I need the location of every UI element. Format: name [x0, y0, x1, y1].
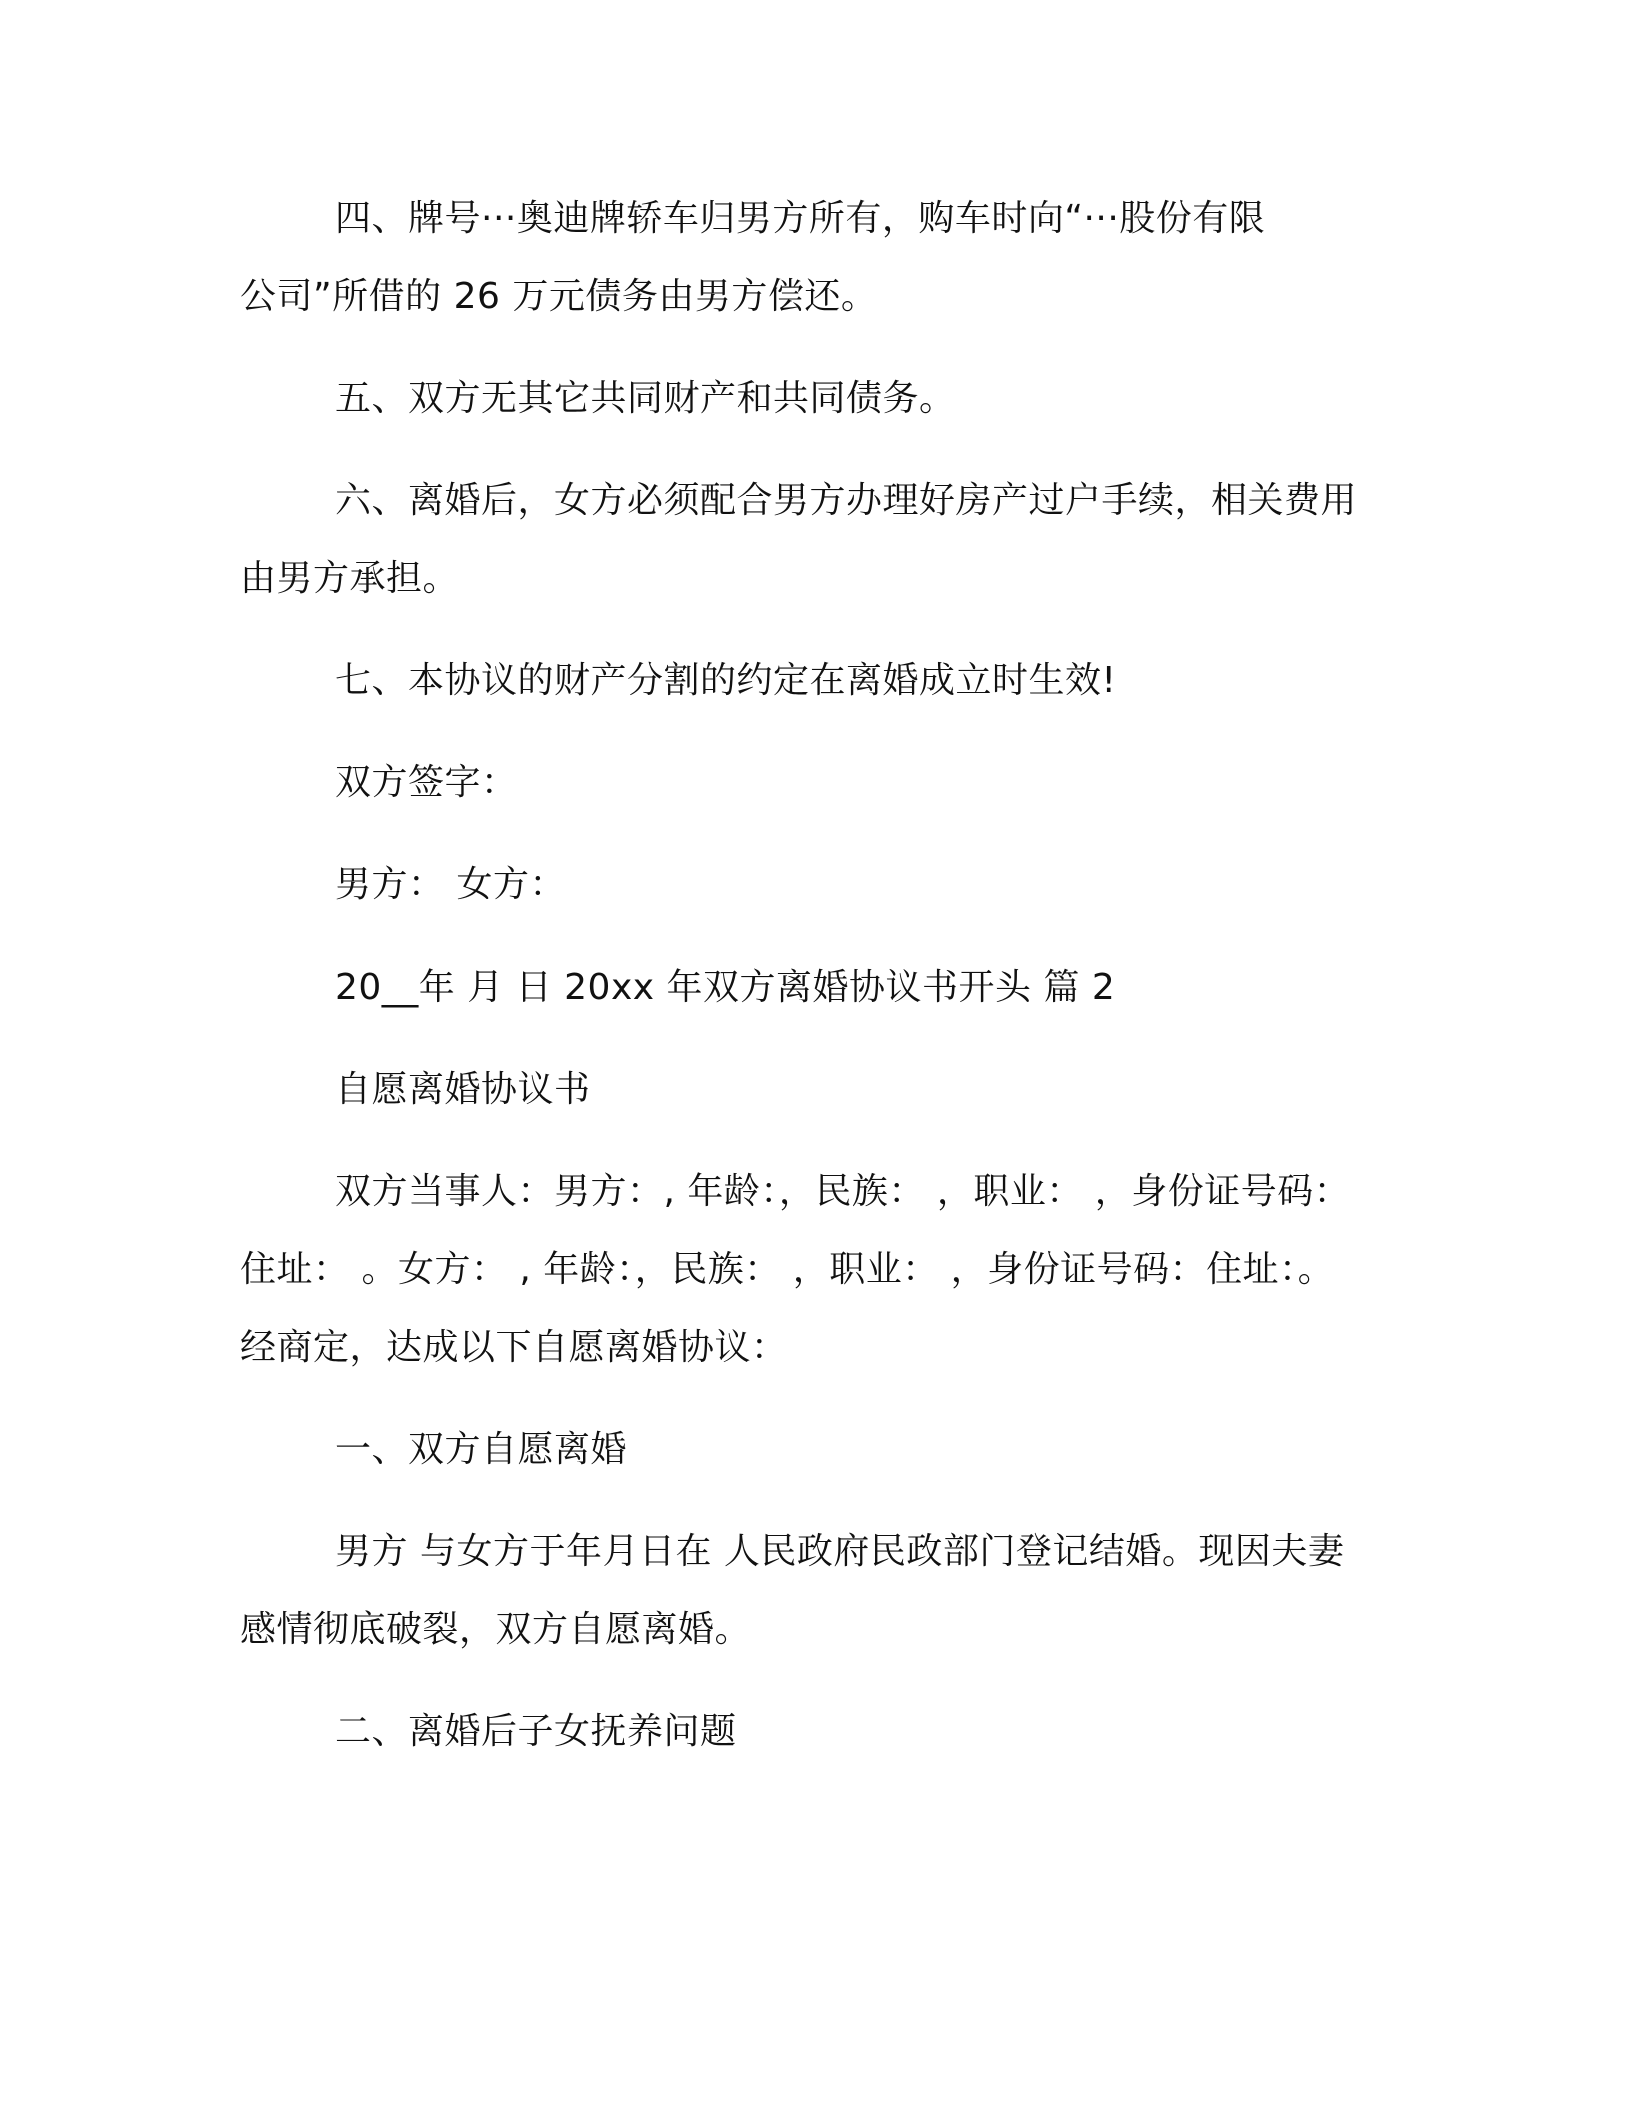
section-1-line-1: 男方 与女方于年月日在 人民政府民政部门登记结婚。现因夫妻	[335, 1531, 1345, 1572]
agreement-title: 自愿离婚协议书	[335, 1069, 591, 1110]
paragraph-7: 七、本协议的财产分割的约定在离婚成立时生效!	[335, 660, 1117, 701]
parties-info-line-3: 经商定，达成以下自愿离婚协议：	[240, 1327, 788, 1368]
date-and-section-title: 20__年 月 日 20xx 年双方离婚协议书开头 篇 2	[335, 967, 1116, 1008]
section-1-heading: 一、双方自愿离婚	[335, 1429, 628, 1470]
signature-parties: 男方： 女方：	[335, 864, 566, 905]
section-2-heading: 二、离婚后子女抚养问题	[335, 1711, 737, 1752]
parties-info-line-2: 住址： 。女方： , 年龄：，民族： ，职业： ，身份证号码：住址：。	[240, 1249, 1335, 1290]
section-1-line-2: 感情彻底破裂，双方自愿离婚。	[240, 1609, 752, 1650]
signature-heading: 双方签字：	[335, 762, 518, 803]
paragraph-6-line-1: 六、离婚后，女方必须配合男方办理好房产过户手续，相关费用	[335, 480, 1358, 521]
paragraph-6-line-2: 由男方承担。	[240, 558, 460, 599]
paragraph-4-line-2: 公司”所借的 26 万元债务由男方偿还。	[240, 276, 878, 317]
paragraph-4-line-1: 四、牌号···奥迪牌轿车归男方所有，购车时向“···股份有限	[335, 198, 1266, 239]
paragraph-5: 五、双方无其它共同财产和共同债务。	[335, 378, 956, 419]
parties-info-line-1: 双方当事人：男方：, 年龄：，民族： ，职业： ，身份证号码：	[335, 1171, 1351, 1212]
